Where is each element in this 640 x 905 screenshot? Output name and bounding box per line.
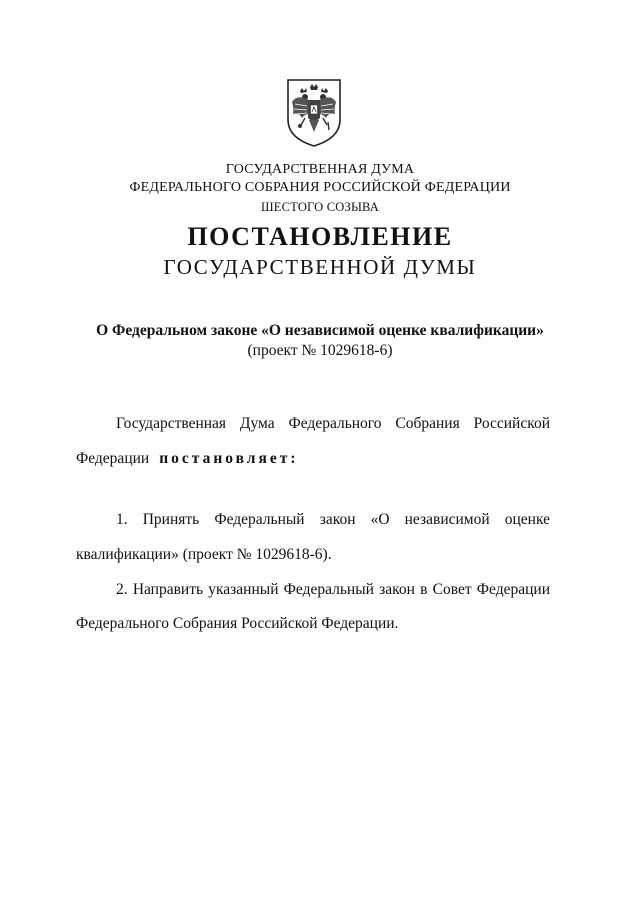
document-subtitle: ГОСУДАРСТВЕННОЙ ДУМЫ bbox=[163, 255, 477, 279]
item-2-line-1: 2. Направить указанный Федеральный закон в Совет Федерации bbox=[116, 581, 550, 598]
item-1-line-1: 1. Принять Федеральный закон «О независимой оценке bbox=[116, 511, 550, 528]
document-title: ПОСТАНОВЛЕНИЕ bbox=[187, 222, 453, 251]
document-project-number: (проект № 1029618-6) bbox=[247, 342, 393, 359]
header-line-assembly: ФЕДЕРАЛЬНОГО СОБРАНИЯ РОССИЙСКОЙ ФЕДЕРАЦИИ bbox=[129, 180, 511, 195]
preamble-resolves: постановляет: bbox=[159, 450, 299, 467]
coat-of-arms-icon bbox=[285, 78, 343, 148]
preamble-line-1: Государственная Дума Федерального Собрания Российской bbox=[116, 415, 550, 432]
preamble-line-2 bbox=[76, 449, 550, 469]
header-line-convocation: ШЕСТОГО СОЗЫВА bbox=[260, 200, 380, 214]
document-subject: О Федеральном законе «О независимой оценке квалификации» bbox=[96, 322, 544, 339]
item-2-line-2: Федерального Собрания Российской Федерации. bbox=[76, 615, 399, 632]
item-1-line-2: квалификации» (проект № 1029618-6). bbox=[76, 546, 332, 563]
header-line-duma: ГОСУДАРСТВЕННАЯ ДУМА bbox=[225, 162, 415, 177]
preamble-federation: Федерации bbox=[76, 450, 150, 467]
